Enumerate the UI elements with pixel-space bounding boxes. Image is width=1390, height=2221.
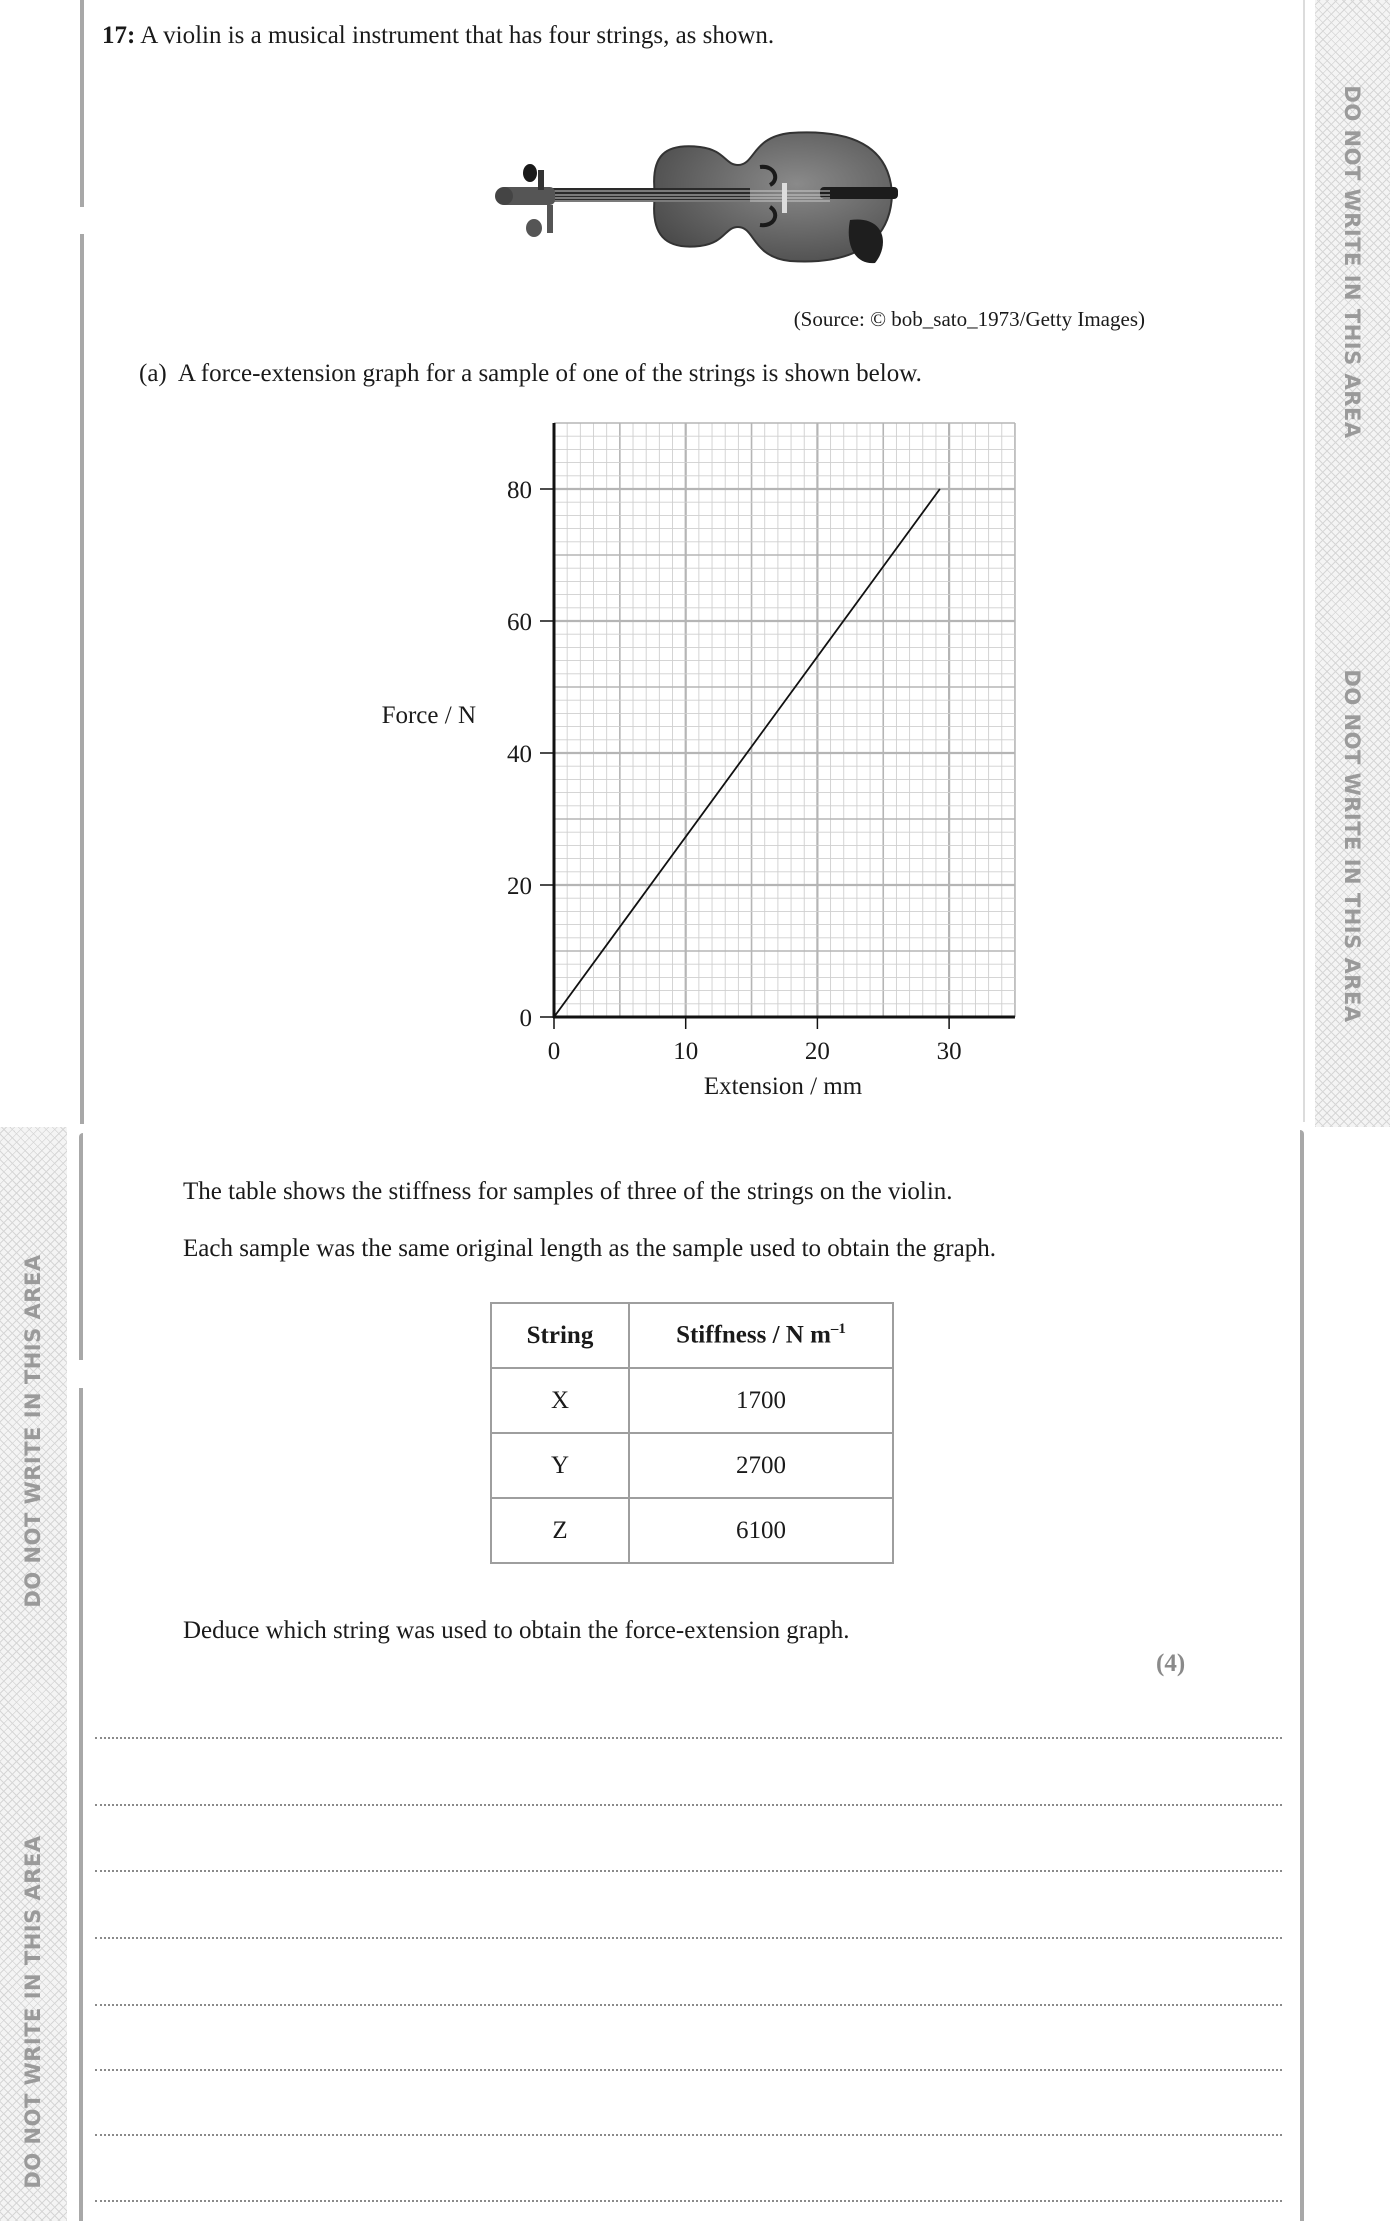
answer-line[interactable]: [95, 1737, 1282, 1739]
y-tick-label: 20: [507, 873, 532, 900]
table-row: [491, 1368, 893, 1433]
cell-string: Z: [491, 1498, 629, 1563]
x-tick-label: 20: [804, 1038, 830, 1065]
answer-line[interactable]: [95, 2069, 1282, 2071]
cell-stiffness: 2700: [629, 1433, 893, 1498]
table-header-row: [491, 1303, 893, 1368]
margin-warning: DO NOT WRITE IN THIS AREA: [1340, 669, 1364, 1023]
margin-rule: [1300, 1130, 1304, 2221]
table-intro: The table shows the stiffness for samples of three of the strings on the violin.: [183, 1178, 953, 1205]
x-tick-label: 10: [673, 1038, 699, 1065]
answer-line[interactable]: [95, 1870, 1282, 1872]
margin-warning: DO NOT WRITE IN THIS AREA: [21, 1835, 45, 2189]
y-tick-label: 60: [507, 609, 532, 636]
x-axis-label: Extension / mm: [703, 1073, 863, 1100]
margin-rule: [79, 1133, 83, 1360]
part-a-text: A force-extension graph for a sample of one of the strings is shown below.: [177, 360, 922, 387]
margin-warning: DO NOT WRITE IN THIS AREA: [1340, 85, 1364, 439]
y-axis-label: Force / N: [381, 702, 476, 729]
header-stiffness-exponent: –1: [830, 1321, 846, 1338]
header-stiffness-text: Stiffness / N m: [676, 1321, 831, 1349]
stiffness-table: [490, 1302, 894, 1564]
x-tick-label: 0: [547, 1038, 561, 1065]
answer-line[interactable]: [95, 2134, 1282, 2136]
task-text: Deduce which string was used to obtain the force-extension graph.: [183, 1617, 850, 1644]
table-note: Each sample was the same original length as the sample used to obtain the graph.: [183, 1235, 996, 1262]
marks: (4): [1156, 1650, 1186, 1677]
answer-line[interactable]: [95, 2004, 1282, 2006]
question-intro-text: A violin is a musical instrument that has four strings, as shown.: [140, 22, 775, 49]
image-source: (Source: © bob_sato_1973/Getty Images): [793, 307, 1145, 331]
cell-stiffness: 1700: [629, 1368, 893, 1433]
x-tick-label: 30: [936, 1038, 962, 1065]
cell-stiffness: 6100: [629, 1498, 893, 1563]
table-row: [491, 1433, 893, 1498]
answer-line[interactable]: [95, 2200, 1282, 2202]
answer-line[interactable]: [95, 1804, 1282, 1806]
part-a-label: (a): [139, 360, 167, 387]
y-tick-label: 40: [507, 741, 532, 768]
header-string: String: [491, 1303, 629, 1368]
margin-rule: [79, 1388, 83, 2221]
answer-line[interactable]: [95, 1937, 1282, 1939]
header-stiffness: [629, 1303, 893, 1368]
cell-string: X: [491, 1368, 629, 1433]
cell-string: Y: [491, 1433, 629, 1498]
y-tick-label: 0: [519, 1005, 532, 1032]
y-tick-label: 80: [507, 477, 532, 504]
table-row: [491, 1498, 893, 1563]
question-number: 17:: [102, 22, 136, 49]
margin-warning: DO NOT WRITE IN THIS AREA: [21, 1254, 45, 1608]
